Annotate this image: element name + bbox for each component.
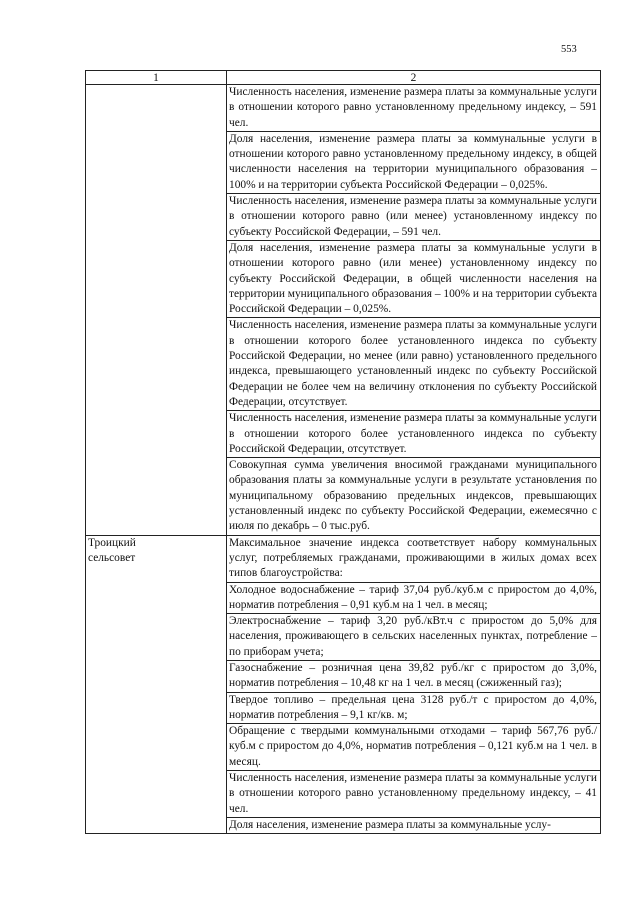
paragraph: Обращение с твердыми коммунальными отходами – тариф 567,76 руб./куб.м с приростом до 4,0%, норматив потребления – 0,121 куб.м на 1 чел. в месяц. <box>227 724 600 771</box>
paragraph: Численность населения, изменение размера платы за коммунальные услуги в отношении которого более установленного индекса по субъекту Российской Федерации, отсутствует. <box>227 411 600 458</box>
paragraph: Доля населения, изменение размера платы за коммунальные услу- <box>229 818 551 831</box>
paragraph: Доля населения, изменение размера платы за коммунальные услуги в отношении которого равно установленному предельному индексу, в общей численности населения на территории муниципального образования – 100% и на территории субъекта Российской Федерации – 0,025%. <box>227 132 600 194</box>
paragraph: Совокупная сумма увеличения вносимой гражданами муниципального образования платы за коммунальные услуги в результате установления по муниципальному образованию предельных индексов, превышающих установленный индекс по субъекту Российской Федерации, ежемесячно с июля по декабрь – 0 тыс.руб. <box>229 459 597 533</box>
page-number: 553 <box>561 44 577 55</box>
paragraph: Численность населения, изменение размера платы за коммунальные услуги в отношении которого равно (или менее) установленному индексу по субъекту Российской Федерации, – 591 чел. <box>227 194 600 241</box>
description-cell <box>227 535 601 834</box>
paragraph: Твердое топливо – предельная цена 3128 руб./т с приростом до 4,0%, норматив потребления – 9,1 кг/кв. м; <box>227 693 600 725</box>
table-header-row <box>86 71 601 85</box>
paragraph: Газоснабжение – розничная цена 39,82 руб./кг с приростом до 3,0%, норматив потребления – 10,48 кг на 1 чел. в месяц (сжиженный газ); <box>227 661 600 693</box>
paragraph: Доля населения, изменение размера платы за коммунальные услуги в отношении которого равно (или менее) установленному индексу по субъекту Российской Федерации, в общей численности населения на территории муниципального образования – 100% и на территории субъекта Российской Федерации – 0,025%. <box>227 241 600 318</box>
paragraph: Максимальное значение индекса соответствует набору коммунальных услуг, потребляемых гражданами, проживающими в жилых домах всех типов благоустройства: <box>227 536 600 583</box>
table-row <box>86 85 601 536</box>
paragraph: Холодное водоснабжение – тариф 37,04 руб./куб.м с приростом до 4,0%, норматив потребления – 0,91 куб.м на 1 чел. в месяц; <box>227 583 600 615</box>
table-row <box>86 535 601 834</box>
paragraph: Электроснабжение – тариф 3,20 руб./кВт.ч с приростом до 5,0% для населения, проживающего в сельских населенных пунктах, потребление – по приборам учета; <box>227 614 600 661</box>
document-table <box>85 70 601 834</box>
region-cell <box>86 535 227 834</box>
region-name-line: сельсовет <box>88 551 136 564</box>
paragraph: Численность населения, изменение размера платы за коммунальные услуги в отношении которого равно установленному предельному индексу, – 591 чел. <box>227 85 600 132</box>
region-cell <box>86 85 227 536</box>
description-cell <box>227 85 601 536</box>
column-header-2: 2 <box>227 71 601 85</box>
region-name-line: Троицкий <box>88 536 136 549</box>
paragraph: Численность населения, изменение размера платы за коммунальные услуги в отношении которого более установленного индекса по субъекту Российской Федерации, но менее (или равно) установленного предельного индекса, превышающего установленный индекс по субъекту Российской Федерации не более чем на величину отклонения по субъекту Российской Федерации, отсутствует. <box>227 318 600 411</box>
paragraph: Численность населения, изменение размера платы за коммунальные услуги в отношении которого равно установленному предельному индексу, – 41 чел. <box>227 771 600 818</box>
column-header-1: 1 <box>86 71 227 85</box>
